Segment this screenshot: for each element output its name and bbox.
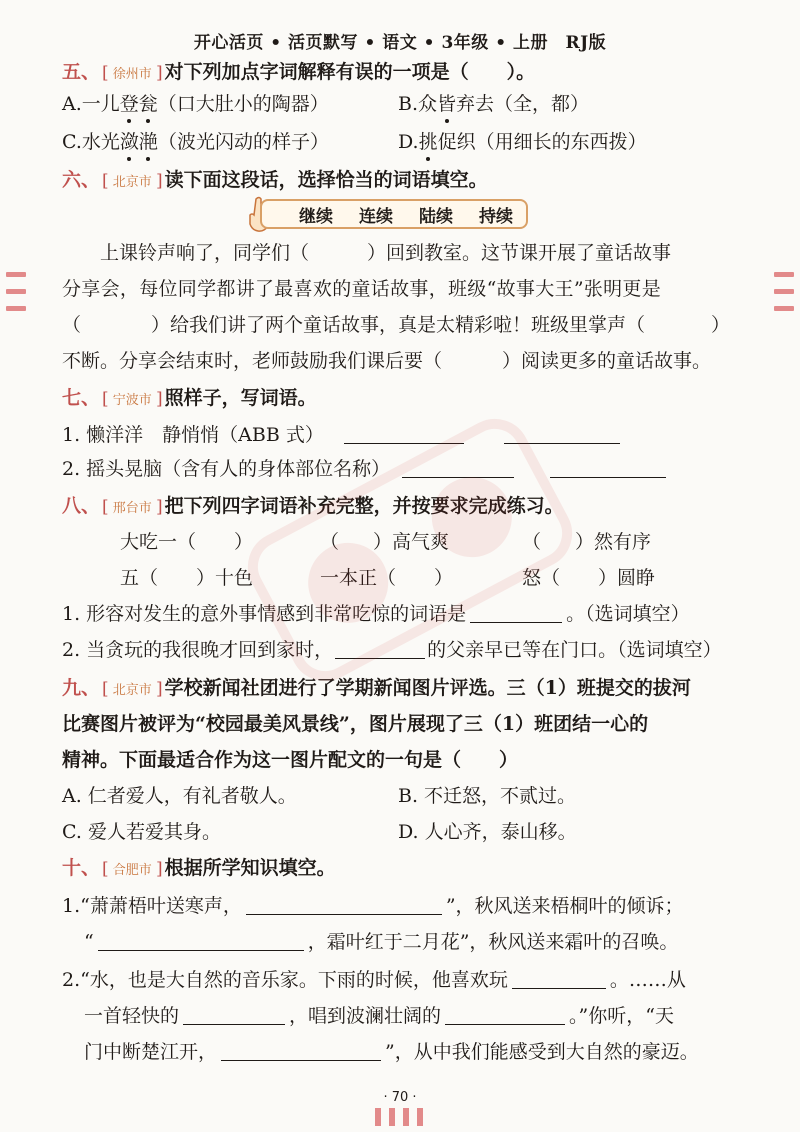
idiom-blank: 怒（ ）圆睁 bbox=[522, 567, 656, 589]
question-9-title: 九、 [ 北京市 ] 学校新闻社团进行了学期新闻图片评选。三（1）班提交的拔河 bbox=[62, 677, 691, 699]
answer-blank[interactable] bbox=[504, 423, 620, 444]
question-10-line-3: 2.“水，也是大自然的音乐家。下雨的时候，他喜欢玩 。……从 bbox=[62, 969, 686, 991]
city-tag: [ 宁波市 ] bbox=[102, 389, 163, 409]
question-10-line-5: 门中断楚江开， ”，从中我们能感受到大自然的豪迈。 bbox=[84, 1041, 699, 1063]
answer-blank[interactable] bbox=[470, 602, 562, 623]
idiom-blank: 五（ ）十色 bbox=[120, 567, 254, 589]
answer-blank[interactable] bbox=[98, 930, 304, 951]
option-d: D. 人心齐，泰山移。 bbox=[398, 821, 577, 843]
question-7-item-1: 1. 懒洋洋 静悄悄（ABB 式） bbox=[62, 421, 742, 449]
question-6-title: 六、 [ 北京市 ] 读下面这段话，选择恰当的词语填空。 bbox=[62, 169, 488, 191]
word-choice: 连续 bbox=[359, 206, 393, 227]
question-9-options-row2 bbox=[62, 818, 742, 846]
question-9-text-2: 比赛图片被评为“校园最美风景线”，图片展现了三（1）班团结一心的 bbox=[62, 713, 649, 735]
answer-blank[interactable] bbox=[550, 457, 666, 478]
question-9-options-row1 bbox=[62, 782, 742, 810]
word-choice: 持续 bbox=[479, 206, 513, 227]
question-5-options-row1 bbox=[62, 90, 742, 118]
left-margin-marks bbox=[6, 272, 26, 323]
question-10-title: 十、 [ 合肥市 ] 根据所学知识填空。 bbox=[62, 857, 336, 879]
question-10-line-2: “ ，霜叶红于二月花”，秋风送来霜叶的召唤。 bbox=[84, 931, 679, 953]
answer-blank[interactable] bbox=[335, 638, 425, 659]
question-8-title: 八、 [ 邢台市 ] 把下列四字词语补充完整，并按要求完成练习。 bbox=[62, 495, 564, 517]
idiom-blank: 大吃一（ ） bbox=[120, 531, 254, 553]
page-header: 开心活页 • 活页默写 • 语文 • 3年级 • 上册 RJ版 bbox=[193, 33, 607, 53]
question-10-line-4: 一首轻快的 ，唱到波澜壮阔的 。”你听，“天 bbox=[84, 1005, 674, 1027]
city-tag: [ 北京市 ] bbox=[102, 679, 163, 699]
question-10-line-1: 1.“萧萧梧叶送寒声， ”，秋风送来梧桐叶的倾诉； bbox=[62, 895, 684, 917]
answer-blank[interactable] bbox=[183, 1004, 285, 1025]
answer-blank[interactable] bbox=[445, 1004, 565, 1025]
question-5-options-row2 bbox=[62, 128, 742, 156]
answer-blank[interactable] bbox=[512, 968, 606, 989]
question-8-item-1: 1. 形容对发生的意外事情感到非常吃惊的词语是 。（选词填空） bbox=[62, 603, 690, 625]
city-tag: [ 合肥市 ] bbox=[102, 859, 163, 879]
footer-marks bbox=[375, 1108, 423, 1126]
option-b: B. 不迁怒，不贰过。 bbox=[398, 785, 577, 807]
question-6-passage: 上课铃声响了，同学们（ ）回到教室。这节课开展了童话故事 分享会，每位同学都讲了最喜欢的童话故事，班级“故事大王”张明更是 （ ）给我们讲了两个童话故事，真是太精彩啦！班级里掌声（ ） 不断。分享会结束时，老师鼓励我们课后要（ ）阅读更多的童话故事。 bbox=[62, 242, 731, 372]
question-8-item-2: 2. 当贪玩的我很晚才回到家时， 的父亲早已等在门口。（选词填空） bbox=[62, 639, 722, 661]
question-7-item-2: 2. 摇头晃脑（含有人的身体部位名称） bbox=[62, 455, 742, 483]
question-number: 五、 bbox=[62, 61, 101, 83]
option-b: B.众皆弃去（全，都） bbox=[398, 90, 589, 118]
right-margin-marks bbox=[774, 272, 794, 323]
word-choice: 继续 bbox=[299, 206, 333, 227]
question-8-words-row2 bbox=[120, 564, 742, 592]
word-choice: 陆续 bbox=[419, 206, 453, 227]
question-8-words-row1 bbox=[120, 528, 742, 556]
option-c: C. 爱人若爱其身。 bbox=[62, 821, 221, 843]
idiom-blank: 一本正（ ） bbox=[320, 567, 454, 589]
option-a: A.一儿登瓮（口大肚小的陶器） bbox=[62, 93, 329, 115]
option-d: D.挑促织（用细长的东西拨） bbox=[398, 128, 647, 156]
idiom-blank: （ ）高气爽 bbox=[320, 531, 450, 553]
city-tag: [ 邢台市 ] bbox=[102, 497, 163, 517]
answer-blank[interactable] bbox=[221, 1040, 381, 1061]
city-tag: [ 北京市 ] bbox=[102, 171, 163, 191]
idiom-blank: （ ）然有序 bbox=[522, 531, 652, 553]
word-choice-box bbox=[260, 199, 528, 229]
option-c: C.水光潋滟（波光闪动的样子） bbox=[62, 131, 329, 153]
question-7-title: 七、 [ 宁波市 ] 照样子，写词语。 bbox=[62, 387, 317, 409]
option-a: A. 仁者爱人，有礼者敬人。 bbox=[62, 785, 297, 807]
question-5-title: 五、 [ 徐州市 ] 对下列加点字词解释有误的一项是（ ）。 bbox=[62, 61, 536, 83]
city-tag: [ 徐州市 ] bbox=[102, 63, 163, 83]
answer-blank[interactable] bbox=[246, 894, 442, 915]
answer-blank[interactable] bbox=[402, 457, 514, 478]
answer-blank[interactable] bbox=[344, 423, 464, 444]
question-9-text-3: 精神。下面最适合作为这一图片配文的一句是（ ） bbox=[62, 749, 519, 771]
page-number: · 70 · bbox=[383, 1090, 417, 1105]
